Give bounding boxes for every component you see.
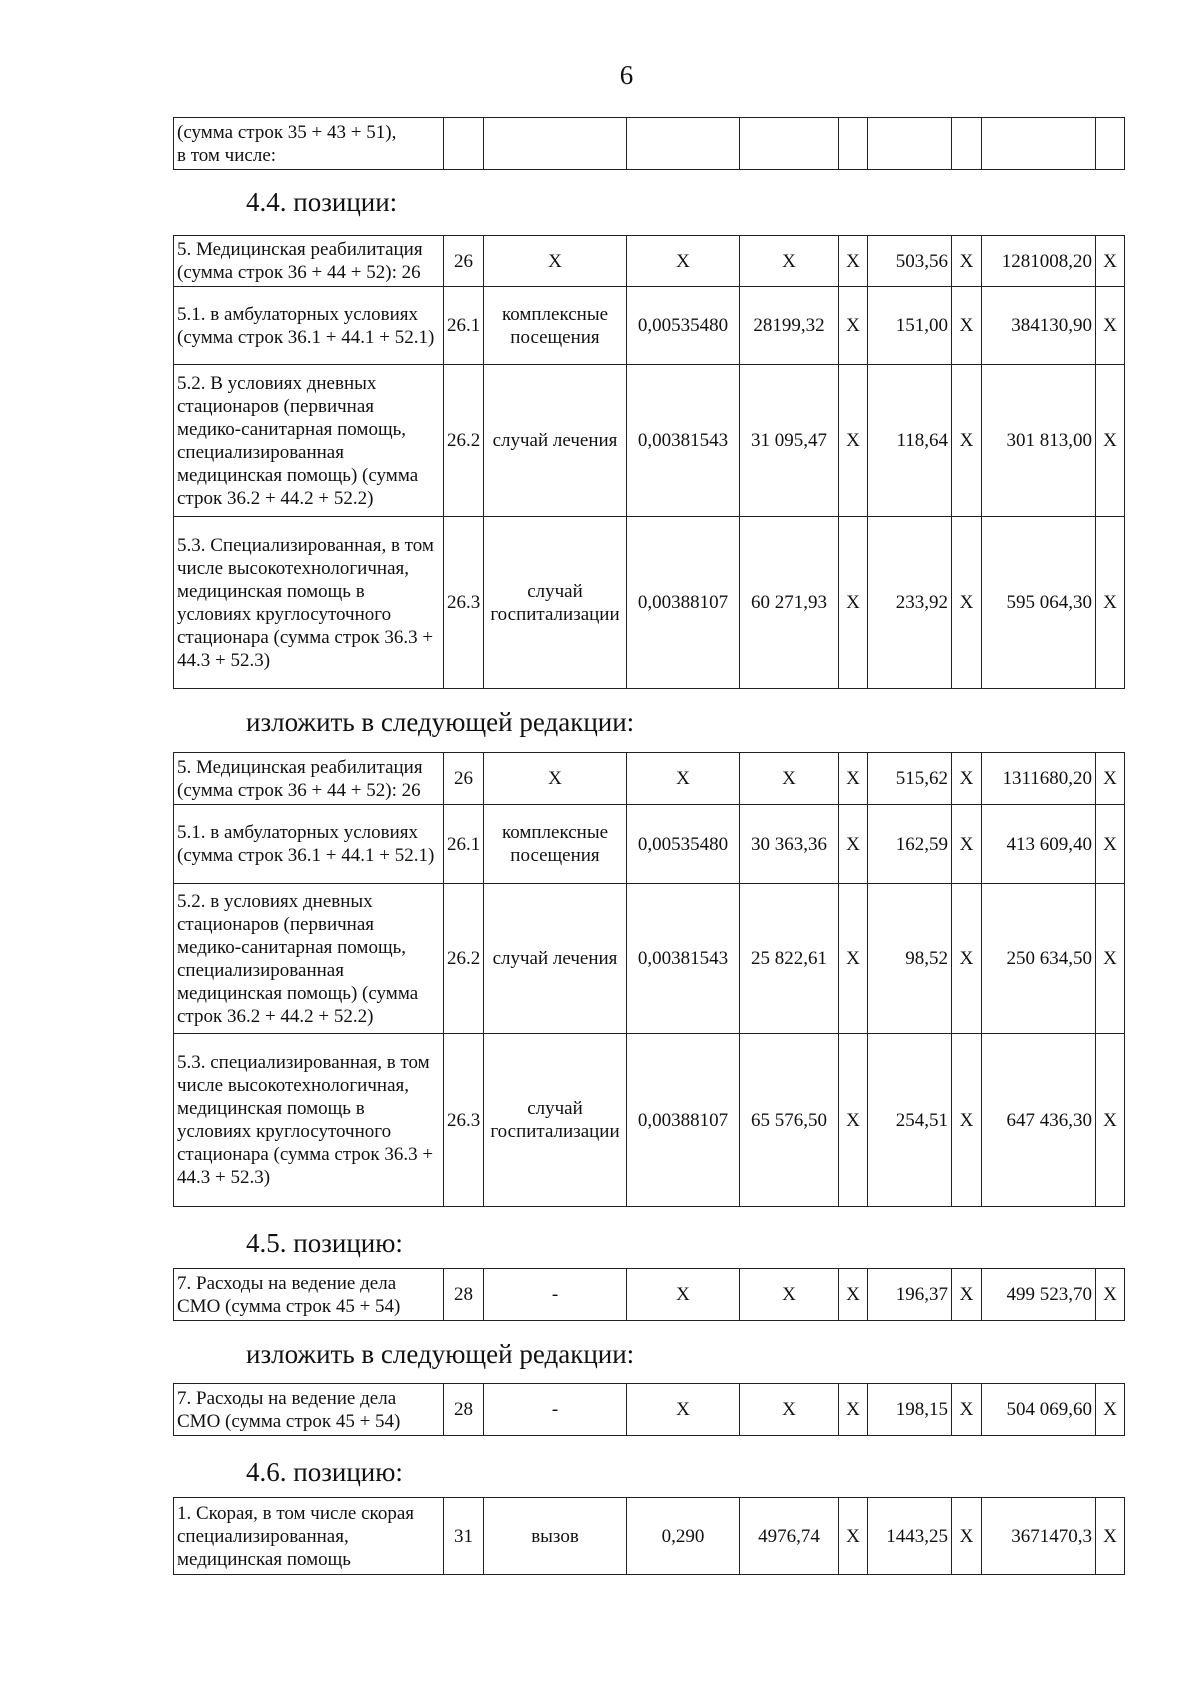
sum-cell: 250 634,50 bbox=[982, 884, 1096, 1034]
cost-cell: X bbox=[740, 1269, 839, 1321]
row-label: 5.1. в амбулаторных условиях (сумма строк 36.1 + 44.1 + 52.1) bbox=[174, 287, 444, 365]
cost-cell: 4976,74 bbox=[740, 1498, 839, 1575]
row-label: 5.3. Специализированная, в том числе высокотехнологичная, медицинская помощь в условиях круглосуточного стационара (сумма строк 36.3 + 44.3 + 52.3) bbox=[174, 517, 444, 689]
table-row bbox=[174, 517, 1125, 689]
table-row bbox=[174, 884, 1125, 1034]
x-cell: X bbox=[1096, 805, 1125, 884]
sum-cell: 301 813,00 bbox=[982, 365, 1096, 517]
x-cell: X bbox=[839, 805, 868, 884]
row-label: 5.3. специализированная, в том числе высокотехнологичная, медицинская помощь в условиях круглосуточного стационара (сумма строк 36.3 + 44.3 + 52.3) bbox=[174, 1034, 444, 1207]
sum-cell: 647 436,30 bbox=[982, 1034, 1096, 1207]
per-capita-cell: 198,15 bbox=[868, 1384, 952, 1436]
per-capita-cell: 503,56 bbox=[868, 236, 952, 287]
cost-cell: 28199,32 bbox=[740, 287, 839, 365]
x-cell: X bbox=[1096, 1269, 1125, 1321]
sum-cell: 384130,90 bbox=[982, 287, 1096, 365]
table-row bbox=[174, 1384, 1125, 1436]
row-number: 28 bbox=[444, 1269, 484, 1321]
x-cell: X bbox=[952, 884, 982, 1034]
x-cell: X bbox=[952, 1498, 982, 1575]
x-cell: X bbox=[952, 1269, 982, 1321]
x-cell: X bbox=[1096, 884, 1125, 1034]
norm-cell: 0,00388107 bbox=[627, 517, 740, 689]
unit-cell: комплексные посещения bbox=[484, 805, 627, 884]
table-old-4-6 bbox=[173, 1497, 1125, 1575]
sum-cell: 595 064,30 bbox=[982, 517, 1096, 689]
x-cell: X bbox=[839, 1384, 868, 1436]
x-cell: X bbox=[839, 236, 868, 287]
table-new-4-5 bbox=[173, 1383, 1125, 1436]
table-row bbox=[174, 1034, 1125, 1207]
x-cell: X bbox=[839, 753, 868, 805]
section-heading-new-4-4: изложить в следующей редакции: bbox=[246, 707, 635, 737]
row-number: 26.2 bbox=[444, 365, 484, 517]
sum-cell: 413 609,40 bbox=[982, 805, 1096, 884]
top-continuation-table bbox=[173, 117, 1125, 170]
table-new-4-4 bbox=[173, 752, 1125, 1207]
per-capita-cell: 196,37 bbox=[868, 1269, 952, 1321]
table-row bbox=[174, 236, 1125, 287]
x-cell: X bbox=[839, 517, 868, 689]
unit-cell: случай лечения bbox=[484, 365, 627, 517]
x-cell: X bbox=[1096, 1384, 1125, 1436]
x-cell: X bbox=[1096, 517, 1125, 689]
norm-cell: 0,00388107 bbox=[627, 1034, 740, 1207]
per-capita-cell: 98,52 bbox=[868, 884, 952, 1034]
table-row bbox=[174, 753, 1125, 805]
table-old-4-4 bbox=[173, 235, 1125, 689]
x-cell: X bbox=[952, 236, 982, 287]
row-label: (сумма строк 35 + 43 + 51), в том числе: bbox=[174, 118, 444, 170]
row-number: 26 bbox=[444, 236, 484, 287]
cost-cell: 30 363,36 bbox=[740, 805, 839, 884]
x-cell: X bbox=[1096, 365, 1125, 517]
table-row bbox=[174, 287, 1125, 365]
row-number: 26.3 bbox=[444, 517, 484, 689]
section-heading-4-6: 4.6. позицию: bbox=[246, 1457, 403, 1487]
norm-cell: X bbox=[627, 1384, 740, 1436]
sum-cell: 1311680,20 bbox=[982, 753, 1096, 805]
row-label: 5.2. В условиях дневных стационаров (первичная медико-санитарная помощь, специализированная медицинская помощь) (сумма строк 36.2 + 44.2 + 52.2) bbox=[174, 365, 444, 517]
row-number: 26.3 bbox=[444, 1034, 484, 1207]
per-capita-cell: 254,51 bbox=[868, 1034, 952, 1207]
x-cell: X bbox=[839, 1034, 868, 1207]
x-cell: X bbox=[839, 1269, 868, 1321]
row-label: 5.2. в условиях дневных стационаров (первичная медико-санитарная помощь, специализированная медицинская помощь) (сумма строк 36.2 + 44.2 + 52.2) bbox=[174, 884, 444, 1034]
x-cell: X bbox=[839, 287, 868, 365]
unit-cell: комплексные посещения bbox=[484, 287, 627, 365]
unit-cell: X bbox=[484, 236, 627, 287]
table-old-4-5 bbox=[173, 1268, 1125, 1321]
x-cell: X bbox=[952, 287, 982, 365]
cost-cell: X bbox=[740, 753, 839, 805]
x-cell: X bbox=[952, 753, 982, 805]
page-number: 6 bbox=[619, 60, 634, 90]
per-capita-cell: 118,64 bbox=[868, 365, 952, 517]
row-number: 28 bbox=[444, 1384, 484, 1436]
table-row bbox=[174, 1269, 1125, 1321]
per-capita-cell: 151,00 bbox=[868, 287, 952, 365]
table-row bbox=[174, 365, 1125, 517]
norm-cell: 0,00535480 bbox=[627, 805, 740, 884]
norm-cell: 0,00381543 bbox=[627, 365, 740, 517]
row-label: 7. Расходы на ведение дела СМО (сумма строк 45 + 54) bbox=[174, 1269, 444, 1321]
norm-cell: X bbox=[627, 236, 740, 287]
unit-cell: случай лечения bbox=[484, 884, 627, 1034]
x-cell: X bbox=[1096, 1034, 1125, 1207]
x-cell: X bbox=[839, 1498, 868, 1575]
unit-cell: X bbox=[484, 753, 627, 805]
unit-cell: вызов bbox=[484, 1498, 627, 1575]
unit-cell: - bbox=[484, 1269, 627, 1321]
table-row bbox=[174, 805, 1125, 884]
x-cell: X bbox=[952, 365, 982, 517]
norm-cell: 0,00381543 bbox=[627, 884, 740, 1034]
table-row bbox=[174, 118, 1125, 170]
norm-cell: 0,00535480 bbox=[627, 287, 740, 365]
norm-cell: 0,290 bbox=[627, 1498, 740, 1575]
cost-cell: 31 095,47 bbox=[740, 365, 839, 517]
row-number: 26.1 bbox=[444, 805, 484, 884]
row-label: 5. Медицинская реабилитация (сумма строк 36 + 44 + 52): 26 bbox=[174, 753, 444, 805]
unit-cell: случай госпитализации bbox=[484, 1034, 627, 1207]
section-heading-4-4: 4.4. позиции: bbox=[246, 187, 398, 217]
per-capita-cell: 1443,25 bbox=[868, 1498, 952, 1575]
sum-cell: 3671470,3 bbox=[982, 1498, 1096, 1575]
unit-cell: - bbox=[484, 1384, 627, 1436]
per-capita-cell: 233,92 bbox=[868, 517, 952, 689]
sum-cell: 499 523,70 bbox=[982, 1269, 1096, 1321]
row-label: 5. Медицинская реабилитация (сумма строк 36 + 44 + 52): 26 bbox=[174, 236, 444, 287]
x-cell: X bbox=[952, 1034, 982, 1207]
norm-cell: X bbox=[627, 753, 740, 805]
norm-cell: X bbox=[627, 1269, 740, 1321]
row-number: 31 bbox=[444, 1498, 484, 1575]
row-number: 26.2 bbox=[444, 884, 484, 1034]
x-cell: X bbox=[1096, 236, 1125, 287]
x-cell: X bbox=[952, 805, 982, 884]
section-heading-4-5: 4.5. позицию: bbox=[246, 1228, 403, 1258]
x-cell: X bbox=[839, 365, 868, 517]
row-number: 26.1 bbox=[444, 287, 484, 365]
x-cell: X bbox=[952, 517, 982, 689]
cost-cell: X bbox=[740, 236, 839, 287]
row-number: 26 bbox=[444, 753, 484, 805]
row-label: 5.1. в амбулаторных условиях (сумма строк 36.1 + 44.1 + 52.1) bbox=[174, 805, 444, 884]
cost-cell: 25 822,61 bbox=[740, 884, 839, 1034]
x-cell: X bbox=[952, 1384, 982, 1436]
sum-cell: 504 069,60 bbox=[982, 1384, 1096, 1436]
cost-cell: 65 576,50 bbox=[740, 1034, 839, 1207]
x-cell: X bbox=[839, 884, 868, 1034]
x-cell: X bbox=[1096, 753, 1125, 805]
cost-cell: X bbox=[740, 1384, 839, 1436]
per-capita-cell: 162,59 bbox=[868, 805, 952, 884]
x-cell: X bbox=[1096, 287, 1125, 365]
table-row bbox=[174, 1498, 1125, 1575]
section-heading-new-4-5: изложить в следующей редакции: bbox=[246, 1339, 635, 1369]
row-label: 7. Расходы на ведение дела СМО (сумма строк 45 + 54) bbox=[174, 1384, 444, 1436]
row-label: 1. Скорая, в том числе скорая специализированная, медицинская помощь bbox=[174, 1498, 444, 1575]
x-cell: X bbox=[1096, 1498, 1125, 1575]
sum-cell: 1281008,20 bbox=[982, 236, 1096, 287]
per-capita-cell: 515,62 bbox=[868, 753, 952, 805]
cost-cell: 60 271,93 bbox=[740, 517, 839, 689]
unit-cell: случай госпитализации bbox=[484, 517, 627, 689]
